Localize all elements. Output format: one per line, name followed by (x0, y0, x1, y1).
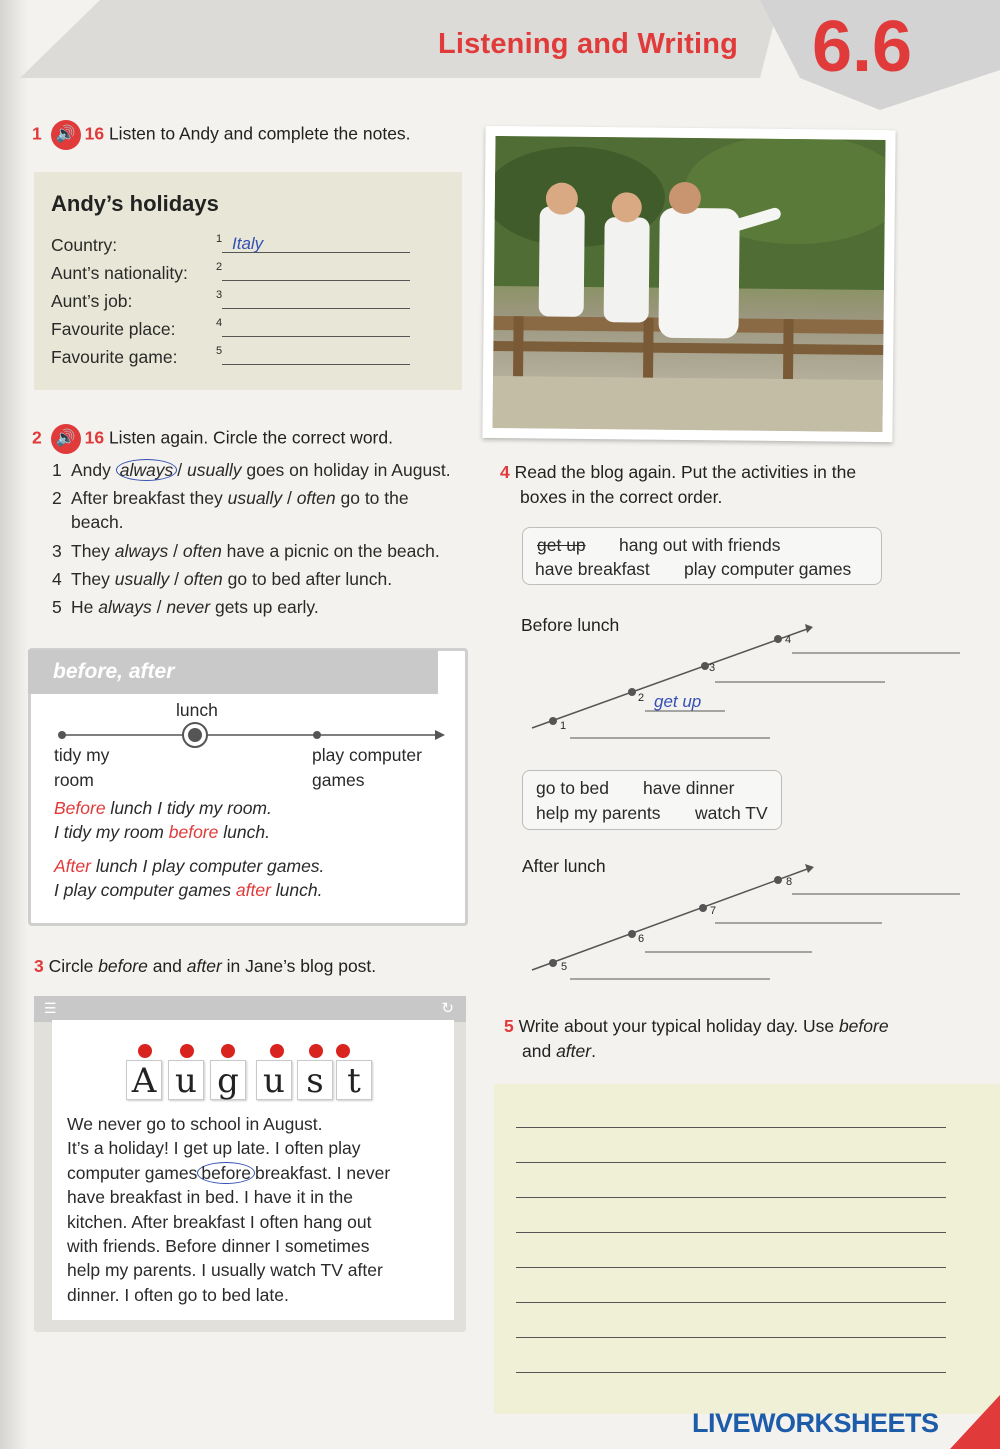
photo-illustration (492, 136, 885, 432)
ex1-instruction-text: Listen to Andy and complete the notes. (108, 123, 411, 144)
timeline-left-label-2: room (54, 770, 94, 790)
note-line-5[interactable] (222, 364, 410, 365)
ex2-item-5 (52, 595, 319, 619)
pin-icon (180, 1044, 194, 1058)
after-lunch-label: After lunch (522, 856, 606, 876)
writing-line[interactable] (516, 1232, 946, 1233)
menu-icon[interactable]: ☰ (44, 1000, 57, 1016)
notes-title: Andy’s holidays (51, 191, 219, 216)
ex2-item-num: 1 (52, 460, 62, 480)
ex4-instruction-text: Read the blog again. Put the activities in the (514, 462, 857, 482)
ex2-item-1 (52, 458, 451, 482)
blog-line: kitchen. After breakfast I often hang out (67, 1211, 372, 1232)
ex2-sep: / (169, 569, 184, 589)
ex4-instruction (500, 460, 856, 510)
note-line-1[interactable] (222, 252, 410, 253)
word-box-after (522, 770, 782, 830)
pin-icon (336, 1044, 350, 1058)
ex2-text: They (71, 569, 115, 589)
writing-line[interactable] (516, 1162, 946, 1163)
ex5-keyword: after (556, 1041, 592, 1061)
sentence-text: lunch I tidy my room. (105, 798, 272, 818)
timeline-mid-label: lunch (176, 700, 218, 720)
note-line-2[interactable] (222, 280, 410, 281)
keyword: after (235, 880, 271, 900)
writing-area[interactable] (494, 1084, 1000, 1414)
ex5-instruction-text: and (522, 1041, 557, 1061)
before-num-3: 3 (709, 662, 716, 674)
grammar-sentence-4 (54, 880, 322, 901)
before-answer-2[interactable]: get up (654, 692, 702, 711)
unit-number: 6.6 (812, 7, 913, 87)
blog-text-part: computer games (67, 1162, 198, 1183)
ex4-number: 4 (500, 462, 510, 482)
note-line-4[interactable] (222, 336, 410, 337)
ex3-inst-keyword: before (98, 956, 148, 976)
ex3-inst-text: in Jane’s blog post. (221, 956, 377, 976)
timeline-left-label-1: tidy my (54, 745, 110, 765)
keyword: before (168, 822, 219, 842)
timeline-right-label-1: play computer (312, 745, 422, 765)
sentence-text: I play computer games (54, 880, 236, 900)
word-chip[interactable]: help my parents (536, 803, 661, 823)
ex2-text: have a picnic on the beach. (221, 541, 440, 561)
pin-icon (309, 1044, 323, 1058)
ex2-text: gets up early. (210, 597, 319, 617)
ex2-option[interactable]: never (166, 597, 211, 617)
ex1-number: 1 (32, 123, 42, 144)
writing-line[interactable] (516, 1337, 946, 1338)
audio-icon[interactable]: 🔊 (51, 120, 81, 150)
sentence-text: lunch. (218, 822, 270, 842)
ex2-option[interactable]: always (98, 597, 152, 617)
ex2-text: go to bed after lunch. (222, 569, 393, 589)
blog-text-part: breakfast. I never (254, 1162, 391, 1183)
blog-line: dinner. I often go to bed late. (67, 1284, 289, 1305)
note-label-place: Favourite place: (51, 319, 176, 339)
writing-line[interactable] (516, 1267, 946, 1268)
grammar-box-title: before, after (53, 660, 175, 683)
refresh-icon[interactable]: ↻ (441, 1000, 454, 1017)
ex2-text: beach. (71, 512, 124, 532)
note-answer-1[interactable]: Italy (232, 234, 264, 253)
before-lunch-label: Before lunch (521, 615, 620, 635)
note-label-job: Aunt’s job: (51, 291, 133, 311)
pin-icon (221, 1044, 235, 1058)
ex2-sep: / (177, 460, 187, 480)
ex2-option[interactable]: usually (186, 460, 242, 480)
ex2-item-3 (52, 539, 440, 563)
word-chip[interactable]: have dinner (643, 778, 735, 798)
note-num-3: 3 (216, 289, 223, 301)
ex2-text: go to the (335, 488, 409, 508)
writing-line[interactable] (516, 1197, 946, 1198)
sentence-text: lunch I play computer games. (90, 856, 325, 876)
ex2-option[interactable]: usually (227, 488, 283, 508)
brand-logo: LIVEWORKSHEETS (692, 1408, 939, 1438)
word-chip[interactable]: play computer games (684, 559, 852, 579)
after-num-7: 7 (710, 905, 717, 917)
ex2-instruction (32, 424, 393, 454)
word-chip[interactable]: go to bed (536, 778, 609, 798)
word-chip[interactable]: hang out with friends (619, 535, 781, 555)
ex3-number: 3 (34, 956, 44, 976)
grammar-sentence-3 (54, 856, 324, 877)
blog-line: with friends. Before dinner I sometimes (67, 1236, 370, 1257)
ex2-number: 2 (32, 427, 42, 448)
after-num-8: 8 (786, 876, 793, 888)
title-letter: u (168, 1060, 204, 1100)
ex1-instruction (32, 120, 411, 150)
pin-icon (270, 1044, 284, 1058)
ex2-instruction-text: Listen again. Circle the correct word. (108, 427, 393, 448)
ex3-inst-text: and (147, 956, 187, 976)
ex2-text: After breakfast they (71, 488, 228, 508)
ex2-item-num: 3 (52, 541, 62, 561)
title-letter: g (210, 1060, 246, 1100)
ex2-option[interactable]: often (296, 488, 336, 508)
blog-line: have breakfast in bed. I have it in the (67, 1187, 354, 1208)
sentence-text: lunch. (270, 880, 323, 900)
page-spine (0, 0, 28, 1449)
note-num-5: 5 (216, 345, 223, 357)
ex2-text: They (71, 541, 115, 561)
ex2-sep: / (168, 541, 183, 561)
ex2-text: He (71, 597, 99, 617)
before-num-1: 1 (560, 720, 567, 732)
ex5-instruction (504, 1014, 889, 1064)
ex2-sep: / (151, 597, 167, 617)
photo-frame (482, 126, 895, 442)
word-chip[interactable]: watch TV (695, 803, 768, 823)
ex2-option[interactable]: often (182, 541, 222, 561)
blog-line: help my parents. I usually watch TV after (67, 1260, 383, 1281)
ex2-item-num: 2 (52, 488, 62, 508)
note-label-nationality: Aunt’s nationality: (51, 263, 188, 283)
blog-line (67, 1161, 457, 1185)
blog-toolbar (34, 996, 466, 1022)
ex4-instruction-text: boxes in the correct order. (520, 487, 723, 507)
ex1-track: 16 (84, 123, 105, 144)
ex2-track: 16 (84, 427, 105, 448)
blog-line: We never go to school in August. (67, 1114, 323, 1134)
ex2-sep: / (282, 488, 297, 508)
ex3-inst-text: Circle (48, 956, 99, 976)
ex2-item-4 (52, 567, 392, 591)
before-lunch-timeline (520, 620, 970, 750)
keyword: Before (54, 798, 106, 818)
ex2-text: goes on holiday in August. (241, 460, 451, 480)
ex2-item-num: 4 (52, 569, 62, 589)
pin-icon (138, 1044, 152, 1058)
note-label-game: Favourite game: (51, 347, 178, 367)
ex2-option-circled[interactable]: always (116, 459, 178, 481)
ex5-keyword: before (838, 1016, 889, 1036)
family-photo (492, 136, 885, 432)
before-num-4: 4 (785, 634, 792, 646)
note-label-country: Country: (51, 235, 118, 255)
writing-line[interactable] (516, 1372, 946, 1373)
audio-icon[interactable]: 🔊 (51, 424, 81, 454)
ex3-inst-keyword: after (186, 956, 222, 976)
after-lunch-timeline (520, 862, 970, 987)
title-letter: s (297, 1060, 333, 1100)
grammar-sentence-1 (54, 798, 272, 819)
ex3-instruction (34, 956, 376, 977)
ex2-item-num: 5 (52, 597, 62, 617)
keyword: After (54, 856, 91, 876)
before-num-2: 2 (638, 692, 645, 704)
title-letter: t (336, 1060, 372, 1100)
note-num-1: 1 (216, 233, 223, 245)
ex2-option[interactable]: usually (114, 569, 170, 589)
word-box-before (522, 527, 882, 585)
grammar-sentence-2 (54, 822, 270, 843)
after-num-5: 5 (561, 961, 568, 973)
word-chip[interactable]: have breakfast (535, 559, 650, 579)
writing-line[interactable] (516, 1302, 946, 1303)
note-num-4: 4 (216, 317, 223, 329)
blog-text (67, 1112, 457, 1307)
note-num-2: 2 (216, 261, 223, 273)
ex2-option[interactable]: often (183, 569, 223, 589)
note-line-3[interactable] (222, 308, 410, 309)
page-title: Listening and Writing (438, 28, 739, 60)
title-letter: u (256, 1060, 292, 1100)
sentence-text: I tidy my room (54, 822, 169, 842)
writing-line[interactable] (516, 1127, 946, 1128)
title-letter: A (126, 1060, 162, 1100)
word-chip[interactable]: get up (537, 535, 586, 555)
blog-circled-word[interactable]: before (197, 1162, 255, 1184)
ex5-number: 5 (504, 1016, 514, 1036)
blog-line: It’s a holiday! I get up late. I often play (67, 1138, 361, 1159)
ex5-instruction-text: . (591, 1041, 596, 1061)
ex2-option[interactable]: always (114, 541, 169, 561)
ex5-instruction-text: Write about your typical holiday day. Use (518, 1016, 839, 1036)
timeline-right-label-2: games (312, 770, 365, 790)
ex2-item-2 (52, 486, 409, 534)
after-num-6: 6 (638, 933, 645, 945)
ex2-text: Andy (71, 460, 116, 480)
